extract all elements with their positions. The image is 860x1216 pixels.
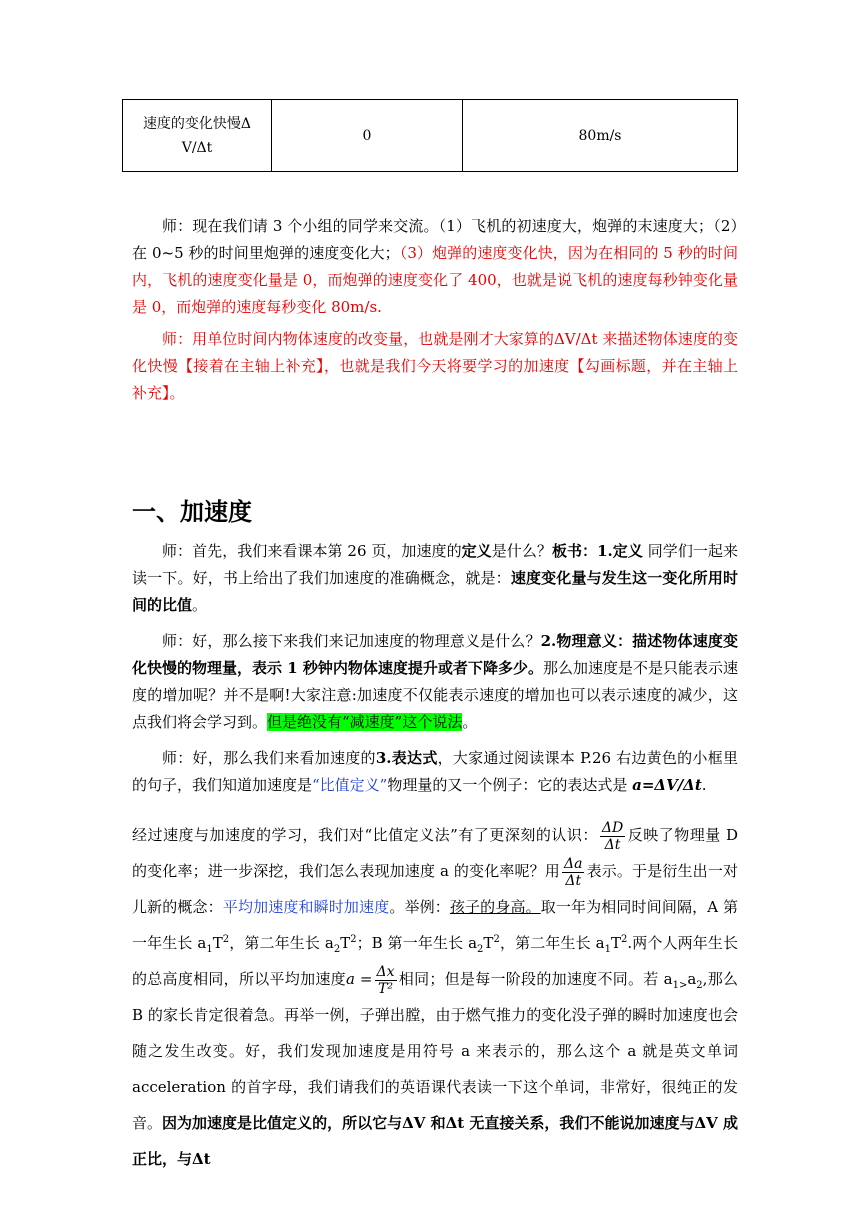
paragraph-discussion: 师：现在我们请 3 个小组的同学来交流。（1）飞机的初速度大，炮弹的末速度大；（2）在 0~5 秒的时间里炮弹的速度变化大；（3）炮弹的速度变化快，因为在相同的 5 秒的时间内，飞机的速度变化量是 0，而炮弹的速度变化了 400，也就是说飞机的速度每秒钟变化量是 0，而炮弹的速度每秒变化 80m/s. — [132, 217, 738, 316]
fraction-dD-dt: $\frac{\Delta D}{\Delta t}$ — [601, 819, 624, 853]
highlighted-text: 但是绝没有“减速度”这个说法 — [267, 713, 463, 731]
table-cell-label: 速度的变化快慢Δ V/Δt — [123, 100, 272, 172]
paragraph-ratio-definition: 经过速度与加速度的学习，我们对“比值定义法”有了更深刻的认识： $\frac{\Delta D}{\Delta t}$ 反映了物理量 D 的变化率；进一步深挖，我们怎么表现加速度 a 的变化率呢？用 $\frac{\Delta a}{\Delta t}$ 表示。于是衍生出一对儿新的概念：平均加速度和瞬时加速度。举例：孩子的身高。取一年为相同时间间隔，A 第一年生长 $a_1T^2$，第二年生长 $a_2T^2$；B 第一年生长 $a_2T^2$，第二年生长 $a_1T^2$.两个人两年生长的总高度相同，所以平均加速度a = $\frac{\Delta x}{\text{T²}}$ 相同；但是每一阶段的加速度不同。若 $a_{1>}a_2$,那么 B 的家长肯定很着急。再举一例，子弹出膛，由于燃气推力的变化没子弹的瞬时加速度也会随之发生改变。好，我们发现加速度是用符号 a 来表示的，那么这个 a 就是英文单词 acceleration 的首字母，我们请我们的英语课代表读一下这个单词，非常好，很纯正的发音。因为加速度是比值定义的，所以它与ΔV 和Δt 无直接关系，我们不能说加速度与ΔV 成正比，与Δt — [132, 819, 739, 1168]
section-heading: 一、加速度 — [132, 498, 252, 526]
table-row — [123, 100, 738, 172]
paragraph-expression: 师：好，那么我们来看加速度的3.表达式，大家通过阅读课本 P.26 右边黄色的小框里的句子，我们知道加速度是“比值定义”物理量的又一个例子：它的表达式是 a=ΔV/Δt. — [132, 749, 738, 794]
table-cell-plane: 0 — [272, 100, 463, 172]
fraction-dx-T2: $\frac{\Delta x}{\text{T²}}$ — [376, 963, 395, 997]
table-cell-shell: 80m/s — [463, 100, 738, 172]
comparison-table — [122, 99, 738, 172]
paragraph-intro-acceleration: 师：用单位时间内物体速度的改变量，也就是刚才大家算的ΔV/Δt 来描述物体速度的变化快慢【接着在主轴上补充】，也就是我们今天将要学习的加速度【勾画标题，并在主轴上补充】。 — [132, 330, 738, 402]
paragraph-definition: 师：首先，我们来看课本第 26 页，加速度的定义是什么？板书：1.定义 同学们一起来读一下。好，书上给出了我们加速度的准确概念，就是：速度变化量与发生这一变化所用时间的比值。 — [132, 542, 738, 614]
paragraph-physical-meaning: 师：好，那么接下来我们来记加速度的物理意义是什么？2.物理意义：描述物体速度变化快慢的物理量，表示 1 秒钟内物体速度提升或者下降多少。那么加速度是不是只能表示速度的增加呢？并不是啊!大家注意:加速度不仅能表示速度的增加也可以表示速度的减少，这点我们将会学习到。但是绝没有“减速度”这个说法。 — [132, 632, 738, 731]
fraction-da-dt: $\frac{\Delta a}{\Delta t}$ — [563, 855, 583, 889]
